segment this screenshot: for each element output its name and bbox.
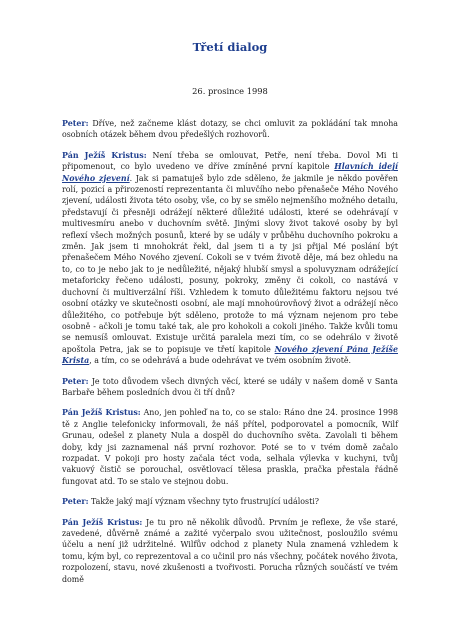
dialog-paragraph [62, 150, 398, 367]
paragraph-text: , a tím, co se odehrává a bude odehrávat ve tvém osobním životě. [89, 356, 352, 366]
paragraph-text: . Jak si pamatuješ bylo zde sděleno, že jakmile je někdo pověřen rolí, pozicí a přirozeností reprezentanta či mluvčího nebo přenašeče Mého Nového zjevení, události života této osoby, vše, co by se smělo nejmenšího možného detailu, představují či přesněji odrážejí některé důležité události, které se odehrávají v multivesmíru anebo v duchovním světě. Jinými slovy život takové osoby by byl reflexí všech možných posunů, které by se udály v průběhu duchovního pokroku a změn. Jak jsem ti mnohokrát řekl, dal jsem ti a ty jsi přijal Mé poslání být přenašečem Mého Nového zjevení. Cokoli se v tvém životě děje, má bez ohledu na to, co to je nebo jak to je nedůležité, nějaký hlubší smysl a spoluvyznam odrážející metaforicky řečeno události, posuny, pokroky, změny či cokoli, co nastává v duchovní či multiverzální říši. Vzhledem k tomuto důležitému faktoru nejsou tvé osobní otázky ve skutečnosti osobní, ale mají mnohoúrovňový život a odrážejí něco důležitého, co potřebuje být sděleno, protože to má význam nejenom pro tebe osobně - ačkoli je tomu také tak, ale pro kohokoli a cokoli jiného. Takže kvůli tomu se nemusíš omlouvat. Existuje určitá paralela mezi tím, co se odehrálo v životě apoštola Petra, jak se to popisuje ve třetí kapitole [62, 173, 398, 354]
paragraph-text: Takže jaký mají význam všechny tyto frustrující události? [88, 497, 320, 507]
dialog-paragraph [62, 118, 398, 141]
paragraph-text: Je toto důvodem všech divných věcí, které se udály v našem domě v Santa Barbaře během posledních dvou či tří dnů? [62, 376, 398, 397]
paragraph-text: Dříve, než začneme klást dotazy, se chci omluvit za pokládání tak mnoha osobních otázek během dvou předešlých rozhovorů. [62, 119, 398, 140]
speaker-label: Peter: [62, 119, 89, 128]
reference-link[interactable]: Nového zjevení Pána Ježíše Krista [62, 344, 398, 366]
speaker-label: Pán Ježíš Kristus: [62, 408, 141, 418]
paragraph-text: Není třeba se omlouvat, Petře, není třeba. Dovol Mi ti připomenout, co bylo uvedeno ve dříve zmíněné první kapitole [62, 150, 398, 172]
document-date: 26. prosince 1998 [192, 86, 268, 96]
document-title: Třetí dialog [192, 40, 268, 54]
dialog-paragraph [62, 517, 398, 585]
dialog-paragraph [62, 407, 398, 487]
speaker-label: Pán Ježíš Kristus: [62, 517, 143, 527]
paragraph-text: Ano, jen pohleď na to, co se stalo: Ráno dne 24. prosince 1998 tě z Anglie telefonicky informovali, že náš přítel, podporovatel a pomocník, Wilf Grunau, odešel z planety Nula a dospěl do duchovního světa. Zavolali ti během doby, kdy jsi zaznamenal náš první rozhovor. Poté se to v tvém domě začalo rozpadat. V pokoji pro hosty začala téct voda, selhala výlevka v kuchyni, tvůj vakuový čistič se porouchal, osvětlovací tělesa praskla, pračka přestala řádně fungovat atd. To se stalo ve stejnou dobu. [62, 408, 399, 486]
paragraph-text: Je tu pro ně několik důvodů. Prvním je reflexe, že vše staré, zavedené, důvěrně známé a zažité vyčerpalo svou užitečnost, posloužilo svému účelu a není již udržitelné. Wilfův odchod z planety Nula znamená vzhledem k tomu, kým byl, co reprezentoval a co učinil pro nás všechny, počátek nového života, rozpolození, stavu, nové zkušenosti a tvořivosti. Porucha různých součástí ve tvém domě [62, 517, 398, 584]
speaker-label: Peter: [62, 376, 89, 386]
dialog-paragraph [62, 496, 398, 507]
speaker-label: Pán Ježíš Kristus: [62, 150, 147, 160]
speaker-label: Peter: [62, 497, 89, 507]
reference-link[interactable]: Hlavních idejí Nového zjevení [62, 162, 399, 183]
dialog-paragraph [62, 376, 398, 399]
